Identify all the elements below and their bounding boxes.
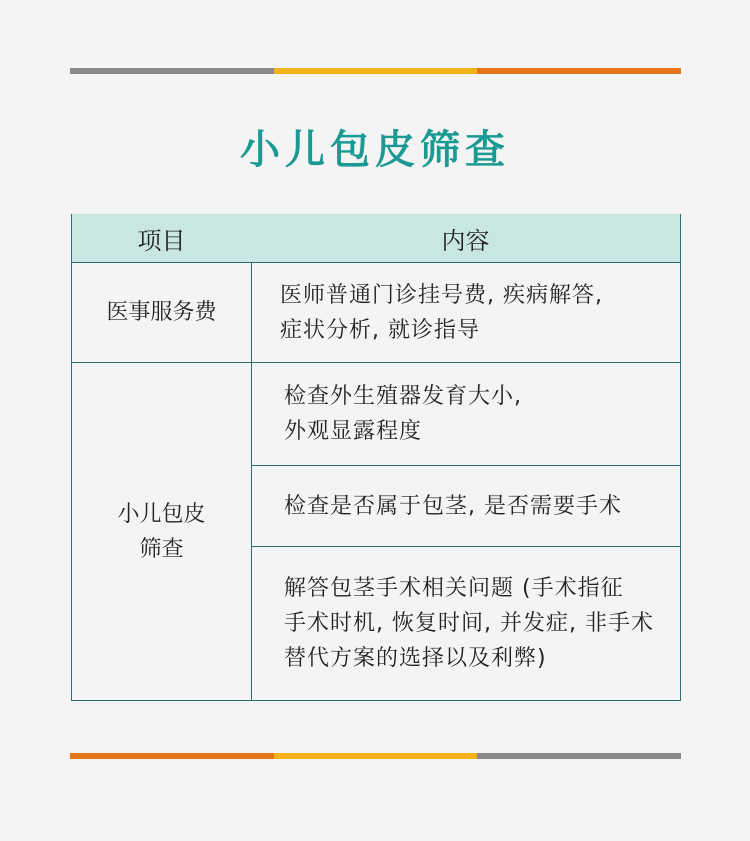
row-content: 医师普通门诊挂号费, 疾病解答, 症状分析, 就诊指导 [280,282,603,343]
table-row [72,262,680,362]
row-item-screening: 小儿包皮 筛查 [72,363,252,700]
page-title: 小儿包皮筛查 [240,127,510,173]
service-table [71,214,681,701]
row-content: 检查外生殖器发育大小, 外观显露程度 [284,384,522,444]
table-header [72,214,680,262]
row-item-medical-fee: 医事服务费 [72,263,252,362]
row-content: 检查是否属于包茎, 是否需要手术 [252,465,680,546]
table-row [72,362,680,700]
top-decorative-bar [70,68,681,74]
header-content: 内容 [441,226,490,255]
header-item: 项目 [137,226,186,255]
bottom-decorative-bar [70,753,681,759]
row-content: 解答包茎手术相关问题 (手术指征 手术时机, 恢复时间, 并发症, 非手术 替代方案的选择以及利弊) [252,546,680,700]
